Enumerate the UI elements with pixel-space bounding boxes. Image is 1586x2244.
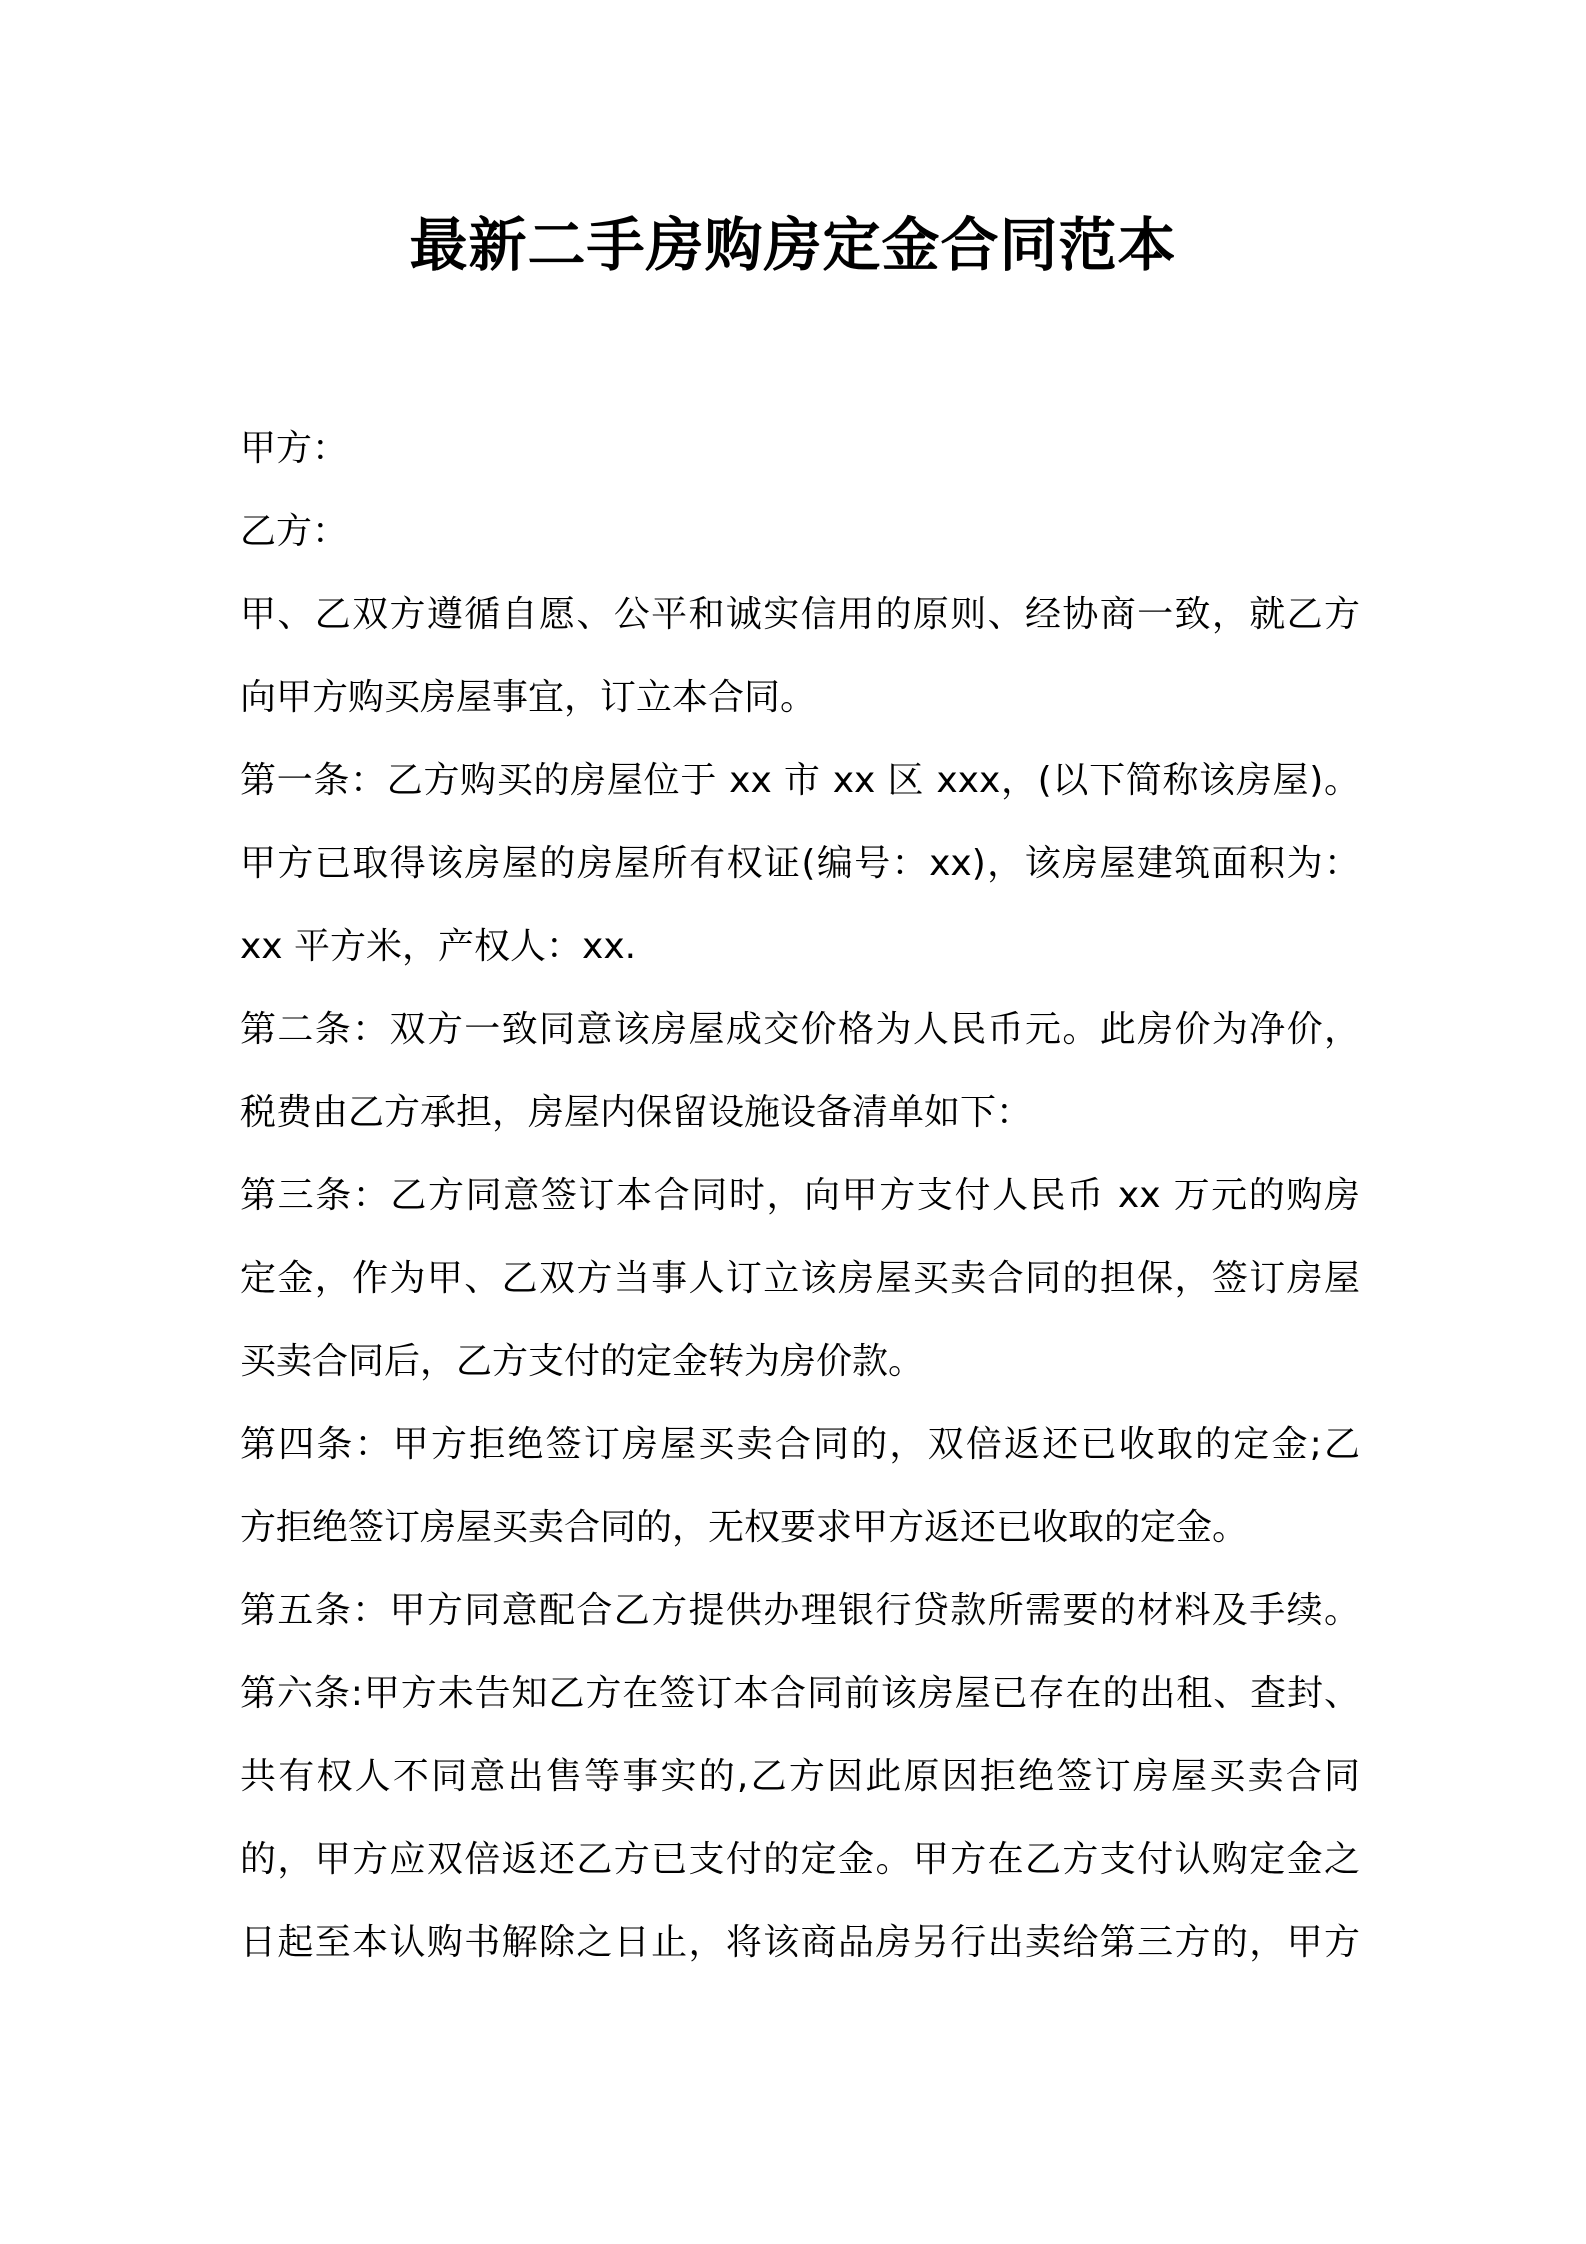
article-3-line-3: 买卖合同后，乙方支付的定金转为房价款。 — [240, 1341, 925, 1382]
article-4-line-2: 方拒绝签订房屋买卖合同的，无权要求甲方返还已收取的定金。 — [240, 1507, 1249, 1548]
party-b-line: 乙方： — [240, 511, 349, 552]
article-2-line-1: 第二条：双方一致同意该房屋成交价格为人民币元。此房价为净价， — [240, 1009, 1360, 1050]
article-5-line-1: 第五条：甲方同意配合乙方提供办理银行贷款所需要的材料及手续。 — [240, 1590, 1360, 1631]
party-a-line: 甲方： — [240, 428, 349, 469]
article-3-line-1: 第三条：乙方同意签订本合同时，向甲方支付人民币 xx 万元的购房 — [240, 1175, 1360, 1216]
article-1-line-2: 甲方已取得该房屋的房屋所有权证(编号：xx)，该房屋建筑面积为： — [240, 843, 1360, 884]
document-title: 最新二手房购房定金合同范本 — [409, 211, 1177, 279]
article-6-line-1: 第六条:甲方未告知乙方在签订本合同前该房屋已存在的出租、查封、 — [240, 1673, 1360, 1714]
article-1-line-3: xx 平方米，产权人：xx. — [240, 926, 637, 967]
article-4-line-1: 第四条：甲方拒绝签订房屋买卖合同的，双倍返还已收取的定金;乙 — [240, 1424, 1360, 1465]
article-6-line-4: 日起至本认购书解除之日止，将该商品房另行出卖给第三方的，甲方 — [240, 1922, 1360, 1963]
article-1-line-1: 第一条：乙方购买的房屋位于 xx 市 xx 区 xxx，(以下简称该房屋)。 — [240, 760, 1360, 801]
document-body — [240, 407, 1360, 1984]
article-6-line-2: 共有权人不同意出售等事实的,乙方因此原因拒绝签订房屋买卖合同 — [240, 1756, 1360, 1797]
article-6-line-3: 的，甲方应双倍返还乙方已支付的定金。甲方在乙方支付认购定金之 — [240, 1839, 1360, 1880]
preamble-line-2: 向甲方购买房屋事宜，订立本合同。 — [240, 677, 817, 718]
article-3-line-2: 定金，作为甲、乙双方当事人订立该房屋买卖合同的担保，签订房屋 — [240, 1258, 1360, 1299]
preamble-line-1: 甲、乙双方遵循自愿、公平和诚实信用的原则、经协商一致，就乙方 — [240, 594, 1360, 635]
article-2-line-2: 税费由乙方承担，房屋内保留设施设备清单如下： — [240, 1092, 1033, 1133]
